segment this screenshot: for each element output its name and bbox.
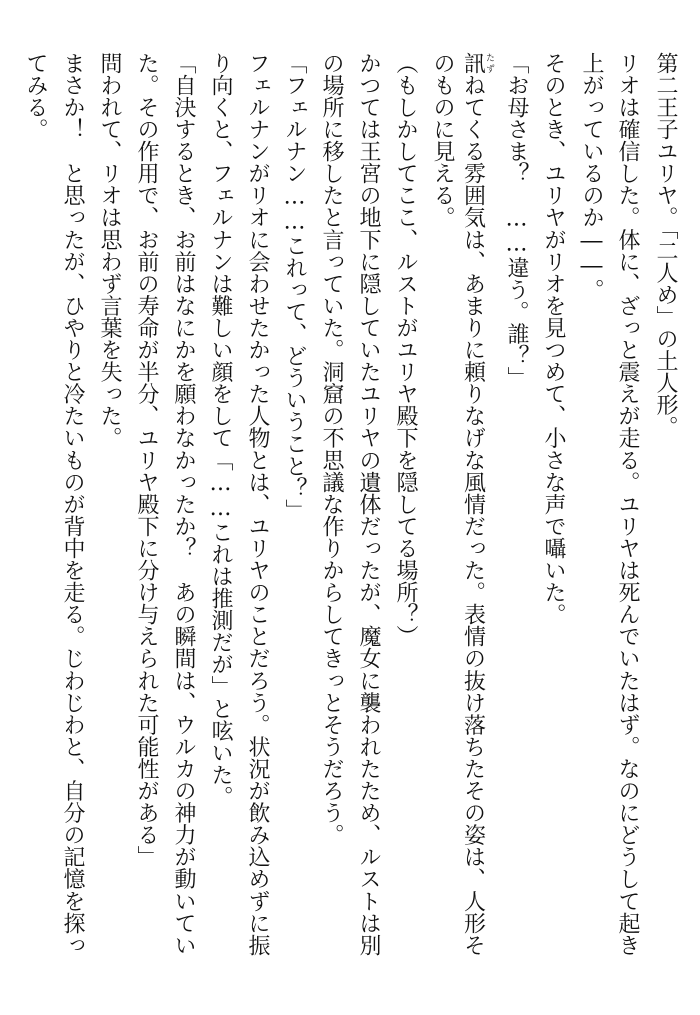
text-line-5: 「お母さま？ ……違う。誰？」 — [504, 52, 529, 389]
text-line-17: まさか！ と思ったが、ひやりと冷たいものが背中を走る。じわじわと、自分の記憶を探っ — [60, 52, 85, 957]
text-line-11: 「フェルナン……これって、どういうこと？」 — [282, 52, 307, 522]
text-line-3: 上がっているのか――。 — [579, 52, 604, 301]
text-line-12: フェルナンがリオに会わせたかった人物とは、ユリヤのことだろう。状況が飲み込めずに振 — [245, 52, 270, 957]
text-line-15: た。その作用で、お前の寿命が半分、ユリヤ殿下に分け与えられた可能性がある」 — [134, 52, 159, 868]
text-line-6 — [460, 52, 494, 957]
text-line-8: （もしかしてここ、ルストがユリヤ殿下を隠してる場所？） — [393, 52, 418, 648]
text-line-16: 問われて、リオは思わず言葉を失った。 — [97, 52, 122, 449]
text-line-2: リオは確信した。体に、ざっと震えが走る。ユリヤは死んでいたはず。なのにどうして起き — [615, 52, 640, 957]
ruby-word — [460, 52, 494, 75]
text-line-10: の場所に移したと言っていた。洞窟の不思議な作りからしてきっとそうだろう。 — [319, 52, 344, 846]
ruby-line-rest: ねてくる雰囲気は、あまりに頼りなげな風情だった。表情の抜け落ちたその姿は、人形そ — [460, 74, 486, 957]
text-line-7: のものに見える。 — [430, 52, 455, 229]
text-line-13: り向くと、フェルナンは難しい顔をして「……これは推測だが」と呟いた。 — [208, 52, 233, 808]
text-line-4: そのとき、ユリヤがリオを見つめて、小さな声で囁いた。 — [541, 52, 566, 626]
text-line-14: 「自決するとき、お前はなにかを願わなかったか？ あの瞬間は、ウルカの神力が動いてい — [171, 52, 196, 957]
text-line-1: 第二王子ユリヤ。「二人め」の土人形。 — [653, 52, 678, 438]
ruby-base: 訊 — [460, 52, 486, 75]
text-line-18: てみる。 — [23, 52, 48, 141]
text-line-9: かつては王宮の地下に隠していたユリヤの遺体だったが、魔女に襲われたため、ルストは別 — [356, 52, 381, 957]
ruby-reading: たず — [484, 52, 494, 75]
